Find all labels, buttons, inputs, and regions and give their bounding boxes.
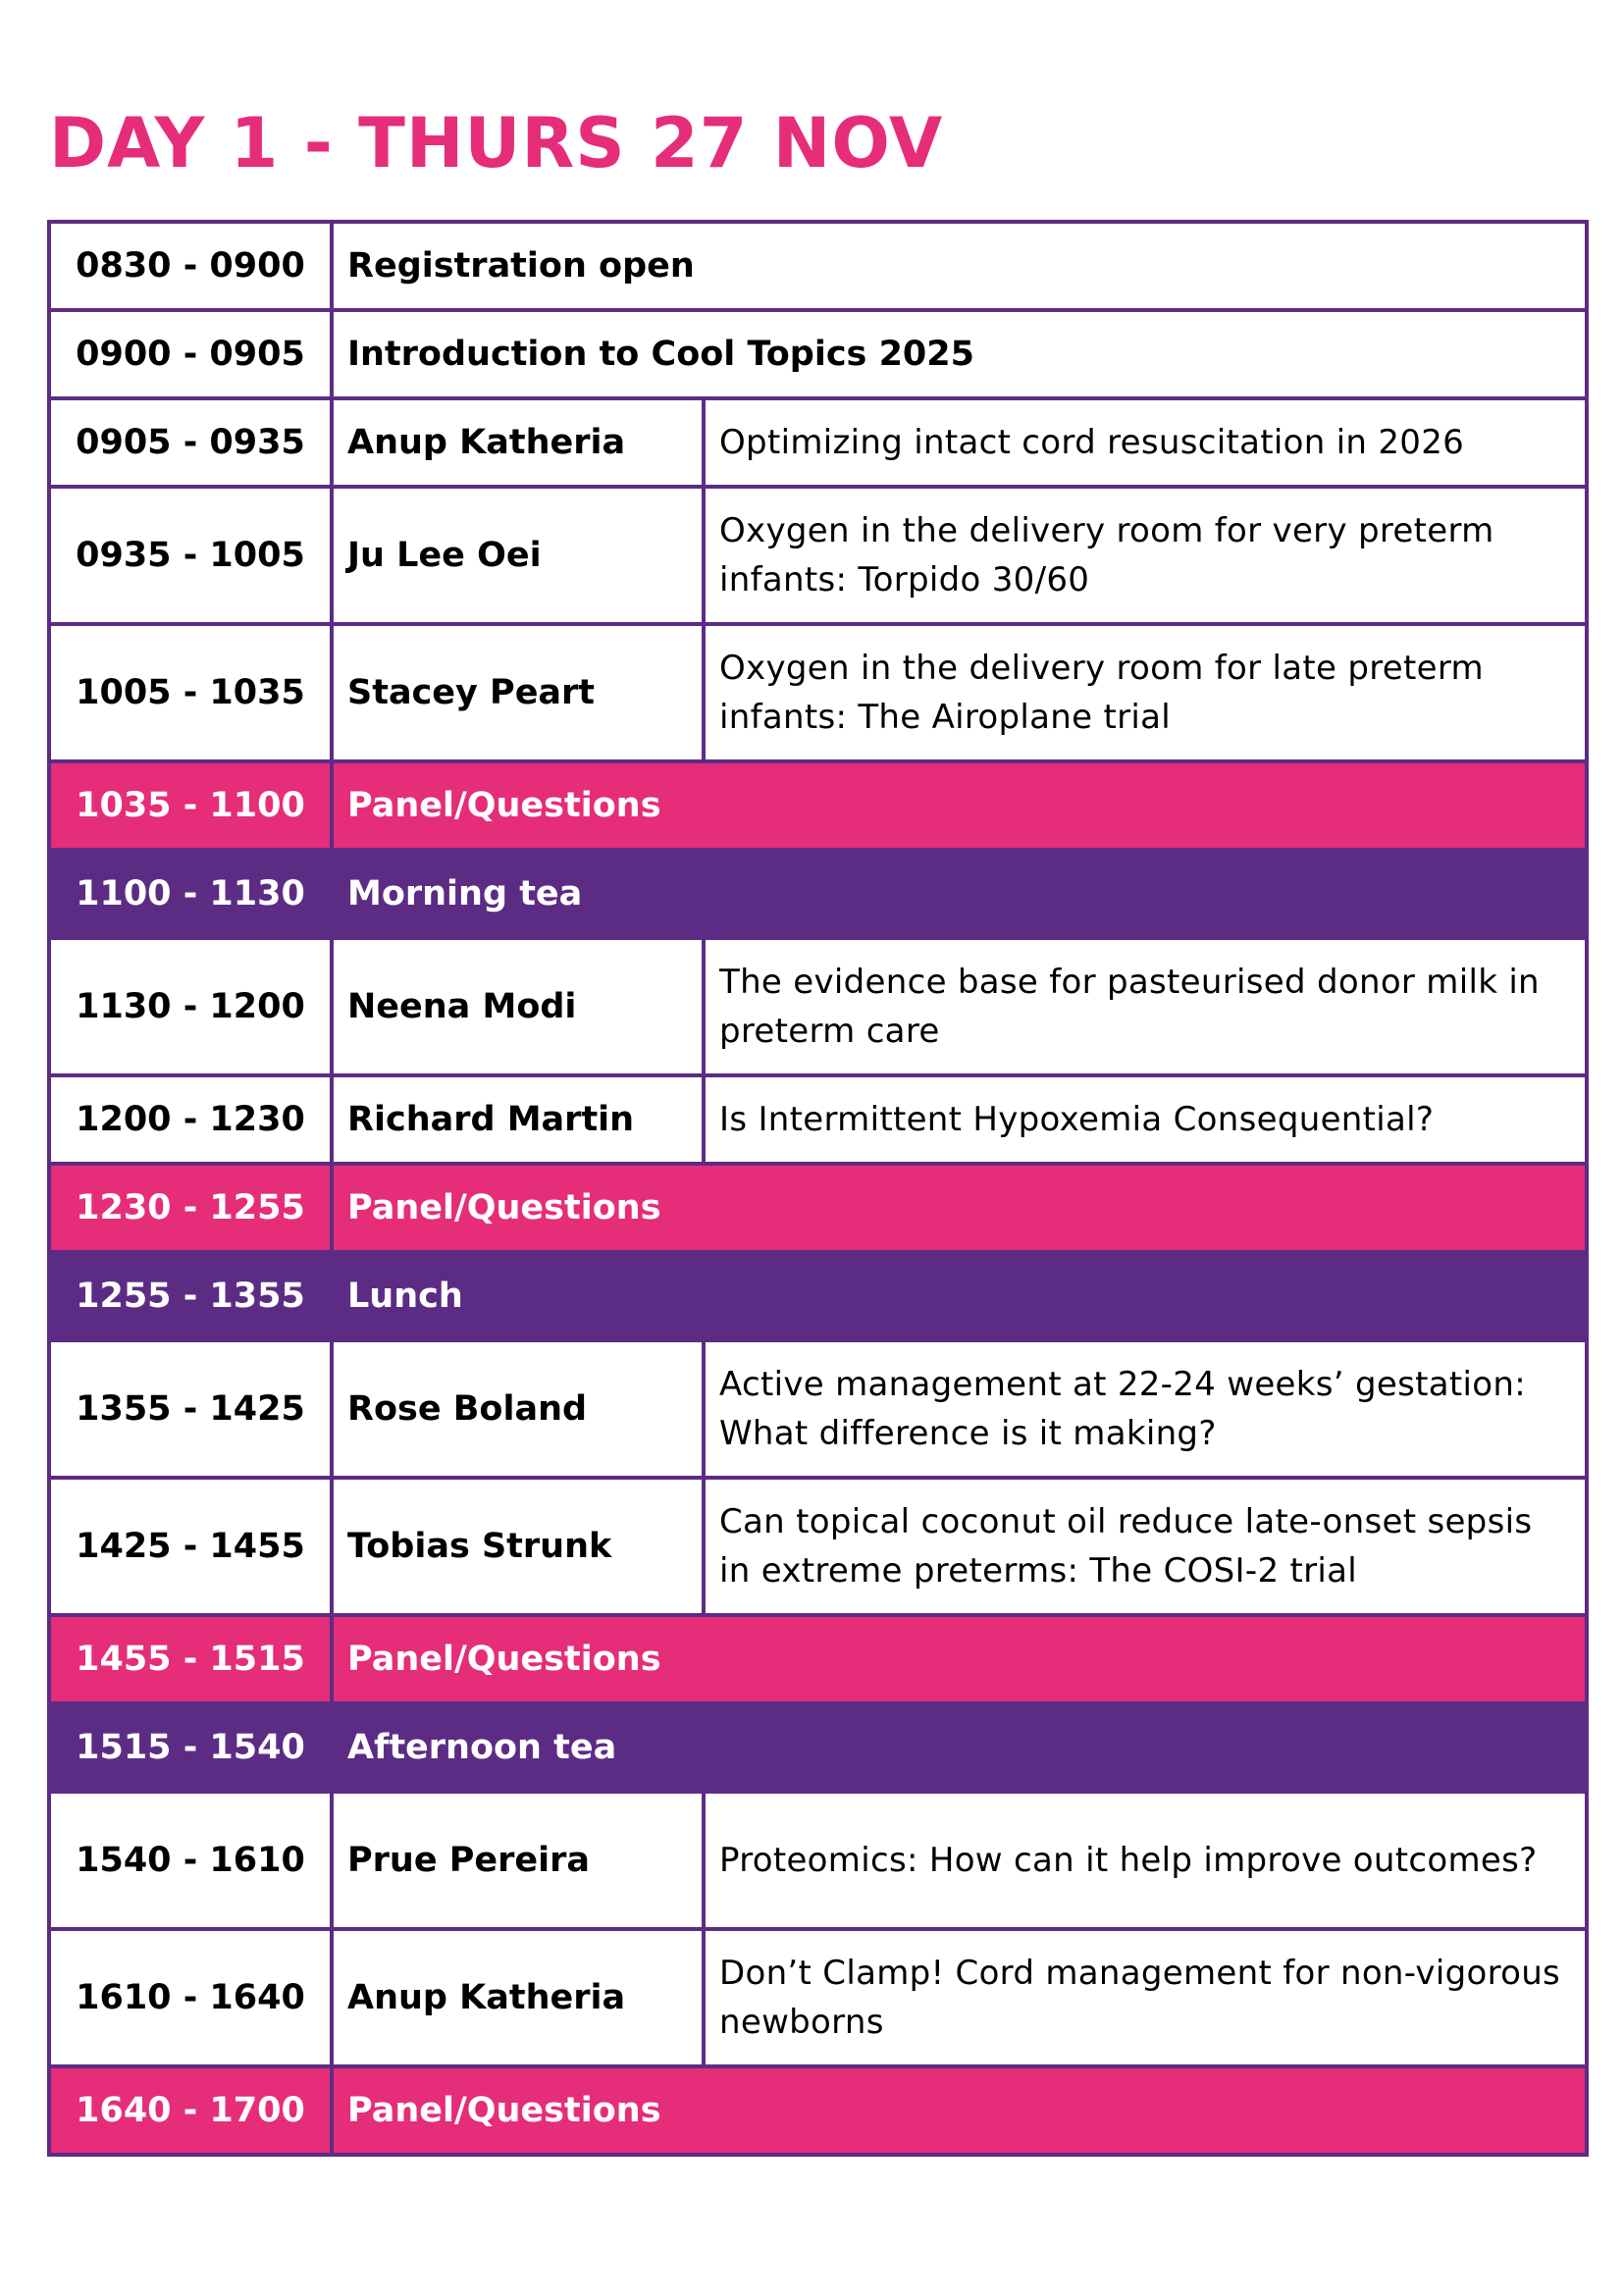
panel-row: [49, 1615, 1587, 1703]
time-cell: 0830 - 0900: [49, 222, 332, 310]
time-cell: 1515 - 1540: [49, 1703, 332, 1792]
time-cell: 1355 - 1425: [49, 1340, 332, 1478]
speaker-name: Anup Katheria: [332, 398, 704, 487]
agenda-table: [47, 220, 1589, 2157]
table-row: [49, 938, 1587, 1075]
talk-title: Optimizing intact cord resuscitation in 2026: [704, 398, 1587, 487]
panel-row: [49, 1164, 1587, 1252]
time-cell: 1130 - 1200: [49, 938, 332, 1075]
break-label: Afternoon tea: [332, 1703, 1587, 1792]
table-row: [49, 398, 1587, 487]
table-row: [49, 1478, 1587, 1615]
break-label: Lunch: [332, 1252, 1587, 1340]
page-title: DAY 1 - THURS 27 NOV: [49, 103, 944, 183]
table-row: [49, 1792, 1587, 1929]
break-label: Morning tea: [332, 850, 1587, 938]
table-row: [49, 310, 1587, 398]
panel-label: Panel/Questions: [332, 761, 1587, 850]
talk-title: Can topical coconut oil reduce late-onset sepsis in extreme preterms: The COSI-2 trial: [704, 1478, 1587, 1615]
speaker-name: Richard Martin: [332, 1075, 704, 1164]
time-cell: 1540 - 1610: [49, 1792, 332, 1929]
time-cell: 1200 - 1230: [49, 1075, 332, 1164]
speaker-name: Prue Pereira: [332, 1792, 704, 1929]
speaker-name: Anup Katheria: [332, 1929, 704, 2066]
panel-label: Panel/Questions: [332, 1164, 1587, 1252]
time-cell: 1255 - 1355: [49, 1252, 332, 1340]
talk-title: Is Intermittent Hypoxemia Consequential?: [704, 1075, 1587, 1164]
table-row: [49, 1929, 1587, 2066]
speaker-name: Neena Modi: [332, 938, 704, 1075]
table-row: [49, 487, 1587, 624]
break-row: [49, 1252, 1587, 1340]
speaker-name: Rose Boland: [332, 1340, 704, 1478]
talk-title: Oxygen in the delivery room for late preterm infants: The Airoplane trial: [704, 624, 1587, 761]
talk-title: Proteomics: How can it help improve outcomes?: [704, 1792, 1587, 1929]
talk-title: Don’t Clamp! Cord management for non-vigorous newborns: [704, 1929, 1587, 2066]
speaker-name: Ju Lee Oei: [332, 487, 704, 624]
time-cell: 0900 - 0905: [49, 310, 332, 398]
time-cell: 1005 - 1035: [49, 624, 332, 761]
speaker-name: Stacey Peart: [332, 624, 704, 761]
agenda-body: [49, 222, 1587, 2155]
event-label: Introduction to Cool Topics 2025: [332, 310, 1587, 398]
time-cell: 0935 - 1005: [49, 487, 332, 624]
time-cell: 1640 - 1700: [49, 2066, 332, 2155]
time-cell: 1035 - 1100: [49, 761, 332, 850]
speaker-name: Tobias Strunk: [332, 1478, 704, 1615]
panel-label: Panel/Questions: [332, 2066, 1587, 2155]
time-cell: 1425 - 1455: [49, 1478, 332, 1615]
time-cell: 1100 - 1130: [49, 850, 332, 938]
panel-row: [49, 2066, 1587, 2155]
talk-title: The evidence base for pasteurised donor milk in preterm care: [704, 938, 1587, 1075]
event-label: Registration open: [332, 222, 1587, 310]
time-cell: 1230 - 1255: [49, 1164, 332, 1252]
panel-label: Panel/Questions: [332, 1615, 1587, 1703]
table-row: [49, 624, 1587, 761]
talk-title: Oxygen in the delivery room for very preterm infants: Torpido 30/60: [704, 487, 1587, 624]
time-cell: 1455 - 1515: [49, 1615, 332, 1703]
table-row: [49, 1075, 1587, 1164]
table-row: [49, 222, 1587, 310]
time-cell: 0905 - 0935: [49, 398, 332, 487]
time-cell: 1610 - 1640: [49, 1929, 332, 2066]
table-row: [49, 1340, 1587, 1478]
panel-row: [49, 761, 1587, 850]
break-row: [49, 1703, 1587, 1792]
talk-title: Active management at 22-24 weeks’ gestation: What difference is it making?: [704, 1340, 1587, 1478]
break-row: [49, 850, 1587, 938]
